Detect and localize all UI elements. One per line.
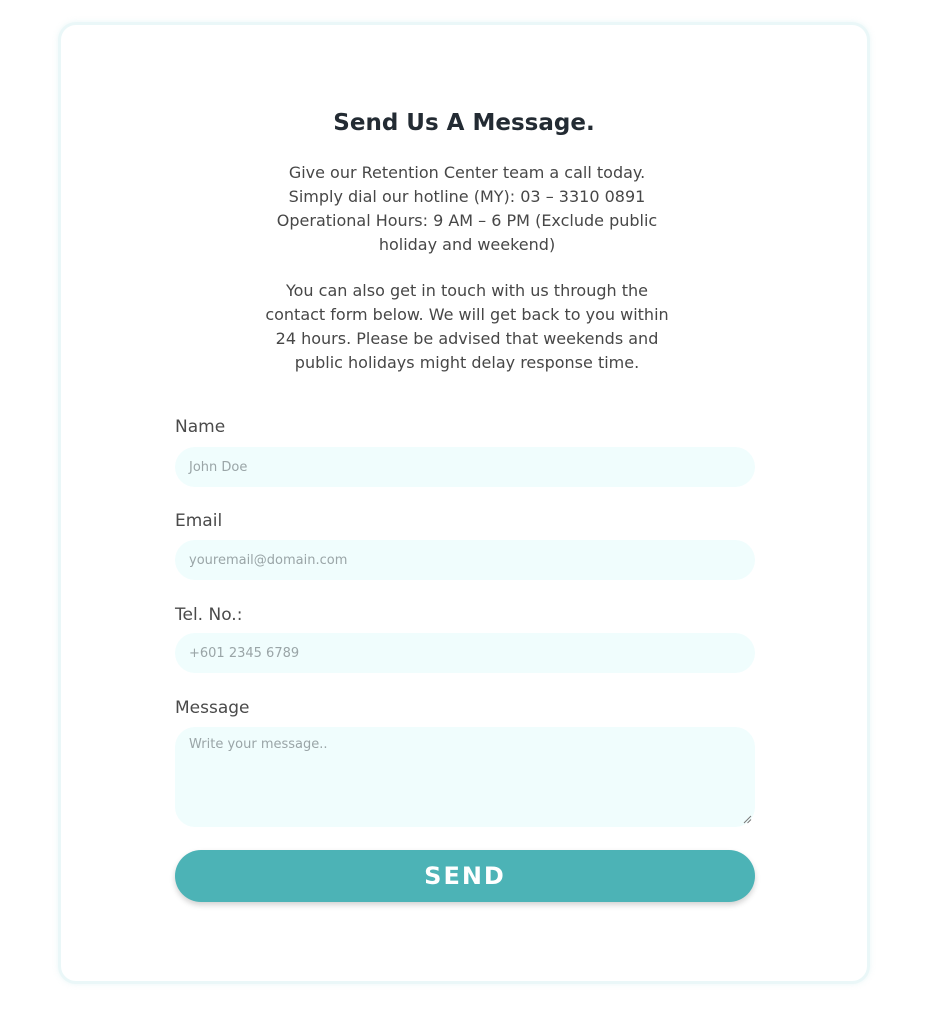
- message-placeholder: Write your message..: [189, 737, 328, 752]
- contact-line: 24 hours. Please be advised that weekends and: [275, 329, 659, 348]
- name-placeholder: John Doe: [189, 459, 248, 475]
- tel-placeholder: +601 2345 6789: [189, 645, 300, 661]
- intro-text: [227, 161, 707, 375]
- tel-input[interactable]: [175, 633, 755, 673]
- message-label: Message: [175, 698, 250, 718]
- contact-form-card: [58, 22, 870, 984]
- intro-line: holiday and weekend): [378, 235, 556, 254]
- email-placeholder: youremail@domain.com: [189, 552, 348, 568]
- intro-line: Simply dial our hotline (MY): 03 – 3310 0891: [288, 187, 646, 206]
- contact-line: contact form below. We will get back to you within: [265, 305, 669, 324]
- name-input[interactable]: [175, 447, 755, 487]
- intro-line: Operational Hours: 9 AM – 6 PM (Exclude public: [276, 211, 658, 230]
- contact-paragraph: [227, 279, 707, 375]
- contact-line: public holidays might delay response time.: [294, 353, 640, 372]
- email-label: Email: [175, 511, 223, 531]
- email-input[interactable]: [175, 540, 755, 580]
- form-title: Send Us A Message.: [333, 110, 595, 136]
- contact-line: You can also get in touch with us through the: [285, 281, 648, 300]
- hotline-paragraph: [227, 161, 707, 257]
- message-textarea[interactable]: [175, 727, 755, 827]
- name-label: Name: [175, 417, 226, 437]
- tel-label: Tel. No.:: [175, 605, 243, 625]
- intro-line: Give our Retention Center team a call today.: [288, 163, 646, 182]
- send-button[interactable]: SEND: [175, 850, 755, 902]
- resize-handle-icon[interactable]: [743, 815, 752, 824]
